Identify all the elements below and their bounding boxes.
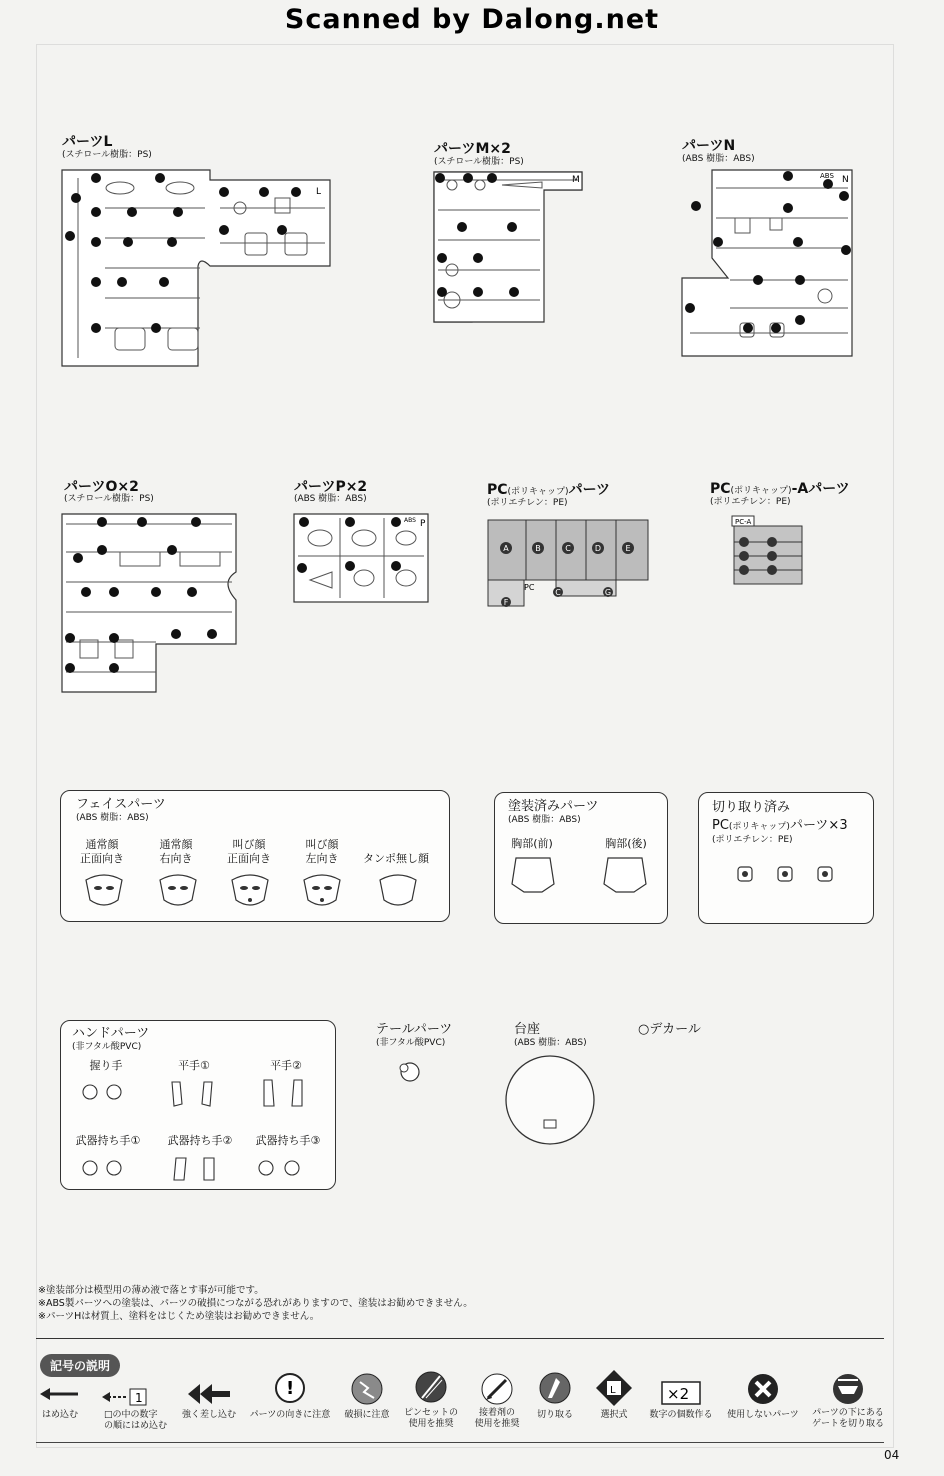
legend-label-2-a: □の中の数字 [104,1410,158,1420]
base-material: (ABS 樹脂：ABS) [514,1038,587,1048]
legend-label-6-b: 使用を推奨 [408,1419,454,1429]
face-label-4-b: 左向き [305,852,339,865]
runner-o-diagram [60,512,242,696]
tail-material: (非フタル酸PVC) [376,1038,446,1048]
legend-label-12-a: パーツの下にある [812,1408,884,1418]
hand-r2-label-3: 武器持ち手③ [255,1134,321,1147]
face-label-1-a: 通常顔 [85,838,119,851]
legend-label-11: 使用しないパーツ [727,1410,799,1420]
runner-p-diagram [292,512,432,604]
cut-pc-material: (ポリエチレン：PE) [712,835,793,845]
legend-label-6-a: ピンセットの [403,1408,458,1418]
legend-label-7-b: 使用を推奨 [474,1419,520,1429]
runner-pc-title-b: (ポリキャップ) [507,487,569,497]
runner-pca-title-b: (ポリキャップ) [730,486,792,496]
cut-pc-title: 切り取り済み [712,800,791,815]
legend-label-6 [398,1408,464,1430]
note-1: ※塗装部分は模型用の薄め液で落とす事が可能です。 [38,1285,264,1296]
face-label-2-a: 通常顔 [159,838,193,851]
runner-l-diagram [60,168,332,370]
face-normal-front [86,875,122,905]
runner-n-marker: N [842,175,849,185]
runner-n-marker-abs: ABS [820,172,834,180]
legend-title: 記号の説明 [40,1354,120,1377]
painted-parts-title: 塗装済みパーツ [508,799,599,814]
decal-title-text: デカール [649,1022,701,1037]
svg-text:L: L [610,1385,616,1396]
arrow-icon [38,1384,80,1404]
face-label-3-b: 正面向き [227,852,271,865]
runner-l-title: パーツL [62,134,113,150]
numbered-arrow-number: 1 [135,1391,143,1405]
runner-p-marker: P [420,519,426,529]
runner-pca-material: (ポリエチレン：PE) [710,497,791,507]
runner-n-diagram [680,168,856,360]
runner-o-title: パーツO×2 [64,479,139,495]
face-label-1 [78,838,126,866]
runner-p-marker-abs: ABS [404,517,416,524]
cut-pc-title2-a: PC [712,818,729,833]
cut-pc-title2 [712,818,848,835]
face-label-5: タンポ無し顔 [363,852,429,865]
base-drawing [504,1054,596,1146]
legend-label-3: 強く差し込む [181,1410,236,1420]
runner-pc-title-c: パーツ [568,482,611,498]
pc-marker-g: G [604,588,612,597]
runner-p-title: パーツP×2 [294,479,368,495]
double-arrow-icon [186,1382,232,1406]
face-label-2 [152,838,200,866]
legend-label-4: パーツの向きに注意 [249,1410,331,1420]
hand-drawings [80,1076,320,1186]
break-icon [350,1372,384,1406]
legend-label-1: はめ込む [41,1410,78,1420]
runner-m-marker: M [572,175,580,185]
cut-pc-title2-c: パーツ×3 [789,818,848,833]
pc-marker-d: D [594,544,602,553]
face-label-2-b: 右向き [159,852,193,865]
hand-parts-material: (非フタル酸PVC) [72,1042,142,1052]
legend-label-2 [104,1410,168,1432]
runner-pc-diagram [486,518,652,610]
legend-label-2-b: の順にはめ込む [104,1421,168,1431]
pc-marker-f: F [503,598,509,607]
chest-front-label: 胸部(前) [511,837,553,850]
unused-icon [746,1372,780,1406]
hand-parts-title: ハンドパーツ [72,1026,150,1041]
runner-pca-title-c: -Aパーツ [791,481,850,497]
runner-n-material: (ABS 樹脂：ABS) [682,154,755,164]
watermark: Scanned by Dalong.net [284,4,660,35]
hand-r1-label-2: 平手① [178,1059,210,1072]
runner-l-marker: L [316,187,322,197]
face-label-4 [298,838,346,866]
face-drawings [80,872,440,912]
face-label-3-a: 叫び顔 [232,838,266,851]
face-parts-title: フェイスパーツ [76,797,166,812]
pc-marker-b: B [535,544,541,553]
runner-o-material: (スチロール樹脂：PS) [64,494,154,504]
pc-runner-tag: PC [524,583,535,592]
legend-divider [36,1338,884,1339]
legend-label-12 [806,1408,890,1430]
chest-back-part [604,858,646,892]
base-title: 台座 [514,1022,541,1037]
gate-icon [830,1372,866,1406]
legend-label-7-a: 接着剤の [478,1408,515,1418]
pc-marker-a: A [503,544,509,553]
pca-tag: PC-A [735,518,752,526]
hand-r1-label-1: 握り手 [89,1059,123,1072]
face-label-1-b: 正面向き [80,852,124,865]
runner-m-diagram [432,170,586,326]
count-icon [660,1380,702,1406]
legend-label-8: 切り取る [536,1410,573,1420]
runner-n-title: パーツN [682,138,736,154]
runner-pc-material: (ポリエチレン：PE) [487,498,568,508]
runner-m-title: パーツM×2 [434,141,511,157]
note-2: ※ABS製パーツへの塗装は、パーツの破損につながる恐れがありますので、塗装はお勧めできません。 [38,1298,473,1309]
decal-circle-icon: ○ [638,1022,650,1037]
pc-marker-c: C [565,544,571,553]
page-number: 04 [884,1448,900,1462]
hand-r2-label-2: 武器持ち手② [167,1134,233,1147]
runner-pca-title-a: PC [710,481,731,497]
exclamation-icon [274,1372,306,1404]
cut-icon [538,1370,572,1406]
legend-label-5: 破損に注意 [344,1410,390,1420]
tail-part-drawing [396,1060,424,1084]
hand-r1-label-3: 平手② [270,1059,302,1072]
face-normal-right [160,875,196,905]
pc-marker-c2: C [555,588,561,597]
legend-label-10: 数字の個数作る [649,1410,713,1420]
svg-text:!: ! [286,1378,295,1399]
footer-divider [36,1442,884,1443]
chest-front-part [512,858,554,892]
numbered-arrow-icon [100,1386,164,1408]
runner-pc-title-a: PC [487,482,508,498]
note-3: ※パーツHは材質上、塗料をはじくため塗装はお勧めできません。 [38,1311,320,1322]
painted-parts-material: (ABS 樹脂：ABS) [508,815,581,825]
runner-p-material: (ABS 樹脂：ABS) [294,494,367,504]
chest-back-label: 胸部(後) [605,837,647,850]
legend-label-9: 選択式 [600,1410,628,1420]
face-blank [380,875,416,905]
runner-l-material: (スチロール樹脂：PS) [62,150,152,160]
tweezers-icon [414,1370,448,1404]
glue-icon [480,1372,514,1406]
decal-title [638,1022,701,1037]
face-label-4-a: 叫び顔 [305,838,339,851]
legend-label-12-b: ゲートを切り取る [811,1419,884,1429]
face-label-3 [224,838,274,866]
cut-pc-title2-b: (ポリキャップ) [728,822,790,832]
count-icon-number: ×2 [667,1385,690,1403]
pc-marker-e: E [625,544,631,553]
chest-drawings [510,854,660,896]
face-parts-material: (ABS 樹脂：ABS) [76,813,149,823]
runner-pca-diagram [730,514,806,586]
cut-pc-drawings [734,864,838,884]
choice-icon [594,1368,634,1408]
hand-r2-label-1: 武器持ち手① [75,1134,141,1147]
tail-title: テールパーツ [376,1022,453,1037]
legend-label-7 [464,1408,530,1430]
runner-m-material: (スチロール樹脂：PS) [434,157,524,167]
